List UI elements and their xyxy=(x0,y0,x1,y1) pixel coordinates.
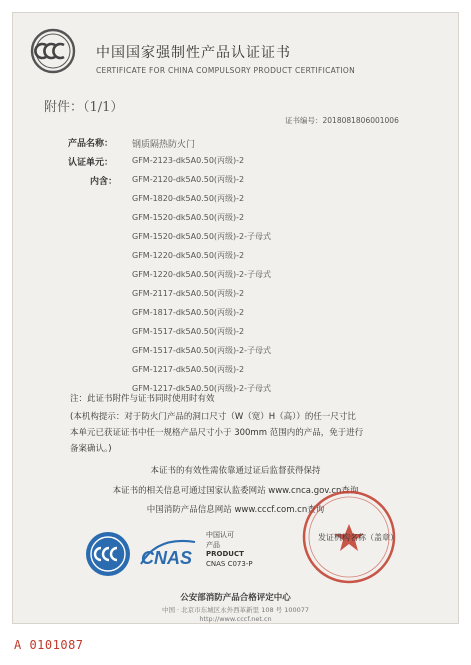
certificate-title-en: CERTIFICATE FOR CHINA COMPULSORY PRODUCT CERTIFICATION xyxy=(96,66,355,75)
tip-line: 备案确认。) xyxy=(70,444,112,454)
cnas-text: CNAS xyxy=(141,548,193,568)
model-item: GFM-1520-dk5A0.50(丙级)-2-子母式 xyxy=(132,232,272,241)
validity-line: 本证书的相关信息可通过国家认监委网站 www.cnca.gov.cn查询 xyxy=(112,486,359,496)
tip-line: 本单元已获证证书中任一规格产品尺寸小于 300mm 范围内的产品，免于进行 xyxy=(70,428,364,438)
product-name-value: 钢质隔热防火门 xyxy=(132,140,196,150)
accreditation-line: CNAS C073-P xyxy=(206,560,253,568)
accreditation-line: 中国认可 xyxy=(206,531,234,539)
model-item: GFM-1820-dk5A0.50(丙级)-2 xyxy=(132,194,245,203)
cert-unit-label: 认证单元： xyxy=(68,158,114,168)
seal-caption: 发证机构名称（盖章） xyxy=(318,533,398,542)
model-item: GFM-1817-dk5A0.50(丙级)-2 xyxy=(132,308,245,317)
issuer-website: http://www.cccf.net.cn xyxy=(199,615,272,623)
ccc-logo-icon xyxy=(30,28,76,74)
validity-line: 本证书的有效性需依靠通过证后监督获得保持 xyxy=(150,466,321,476)
inner-label: 内含： xyxy=(90,177,118,187)
accreditation-line: 产品 xyxy=(206,541,220,549)
model-item: GFM-1220-dk5A0.50(丙级)-2 xyxy=(132,251,245,260)
product-name-label: 产品名称： xyxy=(68,139,114,149)
cnas-logo-icon xyxy=(137,534,202,574)
model-item: GFM-2117-dk5A0.50(丙级)-2 xyxy=(132,289,245,298)
ccc-accreditation-logo-icon xyxy=(84,530,132,578)
certificate-number: 证书编号：2018081806001006 xyxy=(285,116,399,125)
model-item: GFM-1220-dk5A0.50(丙级)-2-子母式 xyxy=(132,270,272,279)
validity-line: 中国消防产品信息网站 www.cccf.com.cn查询 xyxy=(146,505,325,515)
model-item: GFM-1520-dk5A0.50(丙级)-2 xyxy=(132,213,245,222)
issuer-address: 中国 · 北京市东城区永外西革新里 108 号 100077 xyxy=(161,606,310,614)
accreditation-line: PRODUCT xyxy=(206,550,244,558)
validity-note: 注：此证书附件与证书同时使用时有效 xyxy=(70,394,215,404)
certificate-title-cn: 中国国家强制性产品认证证书 xyxy=(96,45,291,61)
issuer-name: 公安部消防产品合格评定中心 xyxy=(180,593,291,603)
model-item: GFM-1517-dk5A0.50(丙级)-2 xyxy=(132,327,245,336)
model-item: GFM-2123-dk5A0.50(丙级)-2 xyxy=(132,156,245,165)
model-item: GFM-1517-dk5A0.50(丙级)-2-子母式 xyxy=(132,346,272,355)
tip-line: (本机构提示：对于防火门产品的洞口尺寸（W（宽）H（高））的任一尺寸比 xyxy=(70,412,356,422)
serial-number: A 0101087 xyxy=(14,638,84,652)
attachment-label: 附件：（1/1） xyxy=(44,100,124,115)
model-item: GFM-1217-dk5A0.50(丙级)-2 xyxy=(132,365,245,374)
model-item: GFM-2120-dk5A0.50(丙级)-2 xyxy=(132,175,245,184)
model-item: GFM-1217-dk5A0.50(丙级)-2-子母式 xyxy=(132,384,272,393)
